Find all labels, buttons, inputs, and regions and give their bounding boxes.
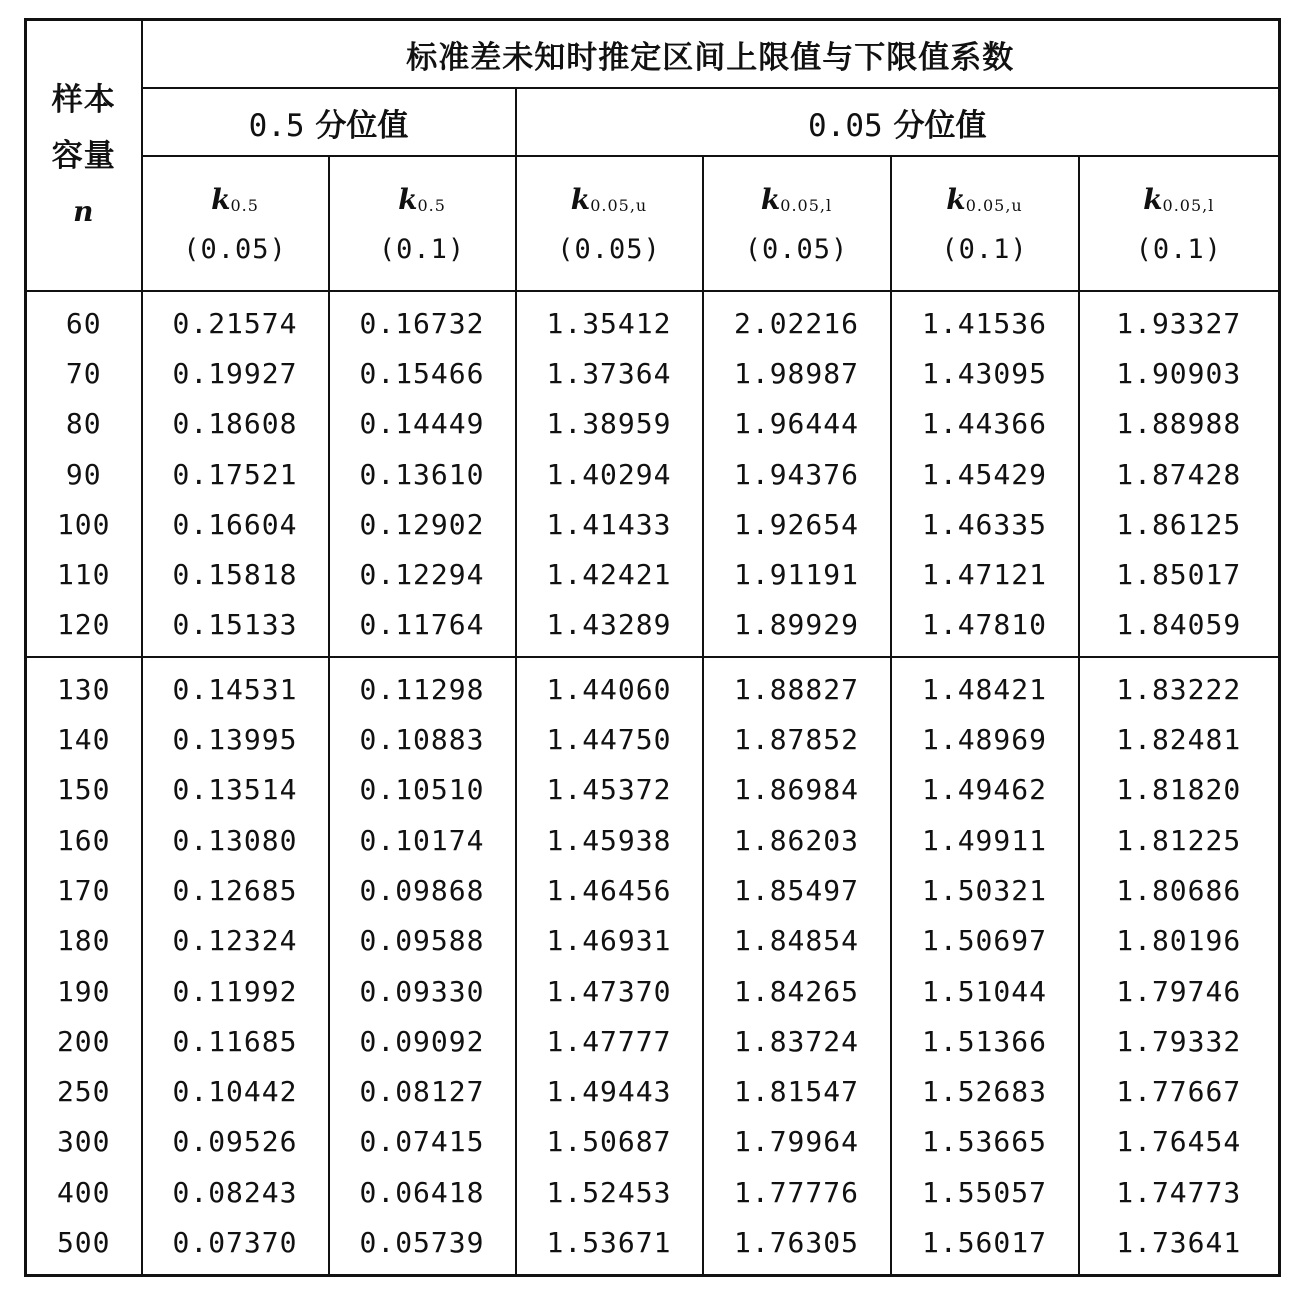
group1-num: 0.5 (248, 107, 305, 144)
coef-value-cell: 1.43289 (516, 600, 703, 657)
sample-size-cell: 180 (26, 916, 142, 966)
coef-value-cell: 1.79746 (1079, 966, 1280, 1016)
sample-size-cell: 500 (26, 1217, 142, 1275)
coef-value-cell: 0.11992 (142, 966, 329, 1016)
coef-value-cell: 1.88988 (1079, 399, 1280, 449)
corner-label-line2: 容量 (51, 137, 116, 174)
sample-size-cell: 100 (26, 499, 142, 549)
coef-value-cell: 1.38959 (516, 399, 703, 449)
table-row (26, 291, 1280, 348)
coef-value-cell: 1.76305 (703, 1217, 891, 1275)
sample-size-cell: 90 (26, 449, 142, 499)
coef-symbol: $k_{0.05,u}$ (570, 182, 648, 216)
coef-param: (0.05) (183, 233, 287, 265)
table-title: 标准差未知时推定区间上限值与下限值系数 (142, 20, 1280, 89)
coef-param: (0.1) (941, 233, 1028, 265)
group2-num: 0.05 (808, 107, 883, 144)
sample-size-cell: 150 (26, 765, 142, 815)
sample-size-cell: 200 (26, 1016, 142, 1066)
coef-symbol: $k_{0.5}$ (211, 182, 259, 216)
table-row (26, 865, 1280, 915)
table-row (26, 449, 1280, 499)
coef-value-cell: 1.93327 (1079, 291, 1280, 348)
coef-value-cell: 1.73641 (1079, 1217, 1280, 1275)
sample-size-cell: 80 (26, 399, 142, 449)
coef-value-cell: 0.15133 (142, 600, 329, 657)
coef-value-cell: 1.94376 (703, 449, 891, 499)
coef-value-cell: 0.05739 (329, 1217, 516, 1275)
coef-value-cell: 0.13514 (142, 765, 329, 815)
coef-value-cell: 1.46456 (516, 865, 703, 915)
table-row (26, 657, 1280, 714)
coef-value-cell: 0.13995 (142, 714, 329, 764)
coef-value-cell: 0.13080 (142, 815, 329, 865)
coef-param: (0.05) (744, 233, 849, 265)
coef-value-cell: 1.86125 (1079, 499, 1280, 549)
coef-value-cell: 1.51366 (891, 1016, 1079, 1066)
coef-value-cell: 1.43095 (891, 348, 1079, 398)
coef-value-cell: 1.81547 (703, 1066, 891, 1116)
coef-value-cell: 1.45938 (516, 815, 703, 865)
coef-value-cell: 1.80196 (1079, 916, 1280, 966)
coef-value-cell: 0.14449 (329, 399, 516, 449)
coef-value-cell: 1.86984 (703, 765, 891, 815)
coef-value-cell: 1.74773 (1079, 1167, 1280, 1217)
coef-value-cell: 0.21574 (142, 291, 329, 348)
coef-value-cell: 1.47810 (891, 600, 1079, 657)
coef-value-cell: 0.18608 (142, 399, 329, 449)
coef-value-cell: 1.44060 (516, 657, 703, 714)
coef-value-cell: 1.49443 (516, 1066, 703, 1116)
coef-value-cell: 1.40294 (516, 449, 703, 499)
coef-value-cell: 1.44750 (516, 714, 703, 764)
coef-value-cell: 1.87428 (1079, 449, 1280, 499)
coef-value-cell: 1.84854 (703, 916, 891, 966)
coef-value-cell: 1.82481 (1079, 714, 1280, 764)
coef-symbol: $k_{0.05,u}$ (946, 182, 1023, 216)
table-row (26, 1217, 1280, 1275)
coef-value-cell: 1.85017 (1079, 549, 1280, 599)
coef-value-cell: 1.47370 (516, 966, 703, 1016)
coef-value-cell: 1.50321 (891, 865, 1079, 915)
coef-value-cell: 1.49911 (891, 815, 1079, 865)
coef-value-cell: 0.10510 (329, 765, 516, 815)
table-header (26, 20, 1280, 292)
coef-value-cell: 1.77667 (1079, 1066, 1280, 1116)
coef-value-cell: 1.46931 (516, 916, 703, 966)
coef-value-cell: 1.55057 (891, 1167, 1079, 1217)
table-row (26, 1016, 1280, 1066)
coef-value-cell: 1.83222 (1079, 657, 1280, 714)
sample-size-cell: 140 (26, 714, 142, 764)
coef-value-cell: 1.77776 (703, 1167, 891, 1217)
coef-value-cell: 0.12902 (329, 499, 516, 549)
coef-value-cell: 1.48969 (891, 714, 1079, 764)
coef-value-cell: 1.41536 (891, 291, 1079, 348)
coefficient-table (24, 18, 1281, 1277)
sample-size-cell: 160 (26, 815, 142, 865)
coef-value-cell: 1.35412 (516, 291, 703, 348)
sample-size-cell: 300 (26, 1117, 142, 1167)
coef-value-cell: 0.12324 (142, 916, 329, 966)
coef-param: (0.1) (378, 233, 466, 265)
sample-size-cell: 170 (26, 865, 142, 915)
coef-value-cell: 0.17521 (142, 449, 329, 499)
coef-value-cell: 1.79964 (703, 1117, 891, 1167)
sample-size-cell: 190 (26, 966, 142, 1016)
table-row (26, 966, 1280, 1016)
coef-value-cell: 0.09330 (329, 966, 516, 1016)
table-row (26, 815, 1280, 865)
sample-size-cell: 70 (26, 348, 142, 398)
sample-size-cell: 110 (26, 549, 142, 599)
coef-header-2 (516, 156, 703, 291)
table-body-group-b (26, 657, 1280, 1275)
coef-value-cell: 0.07370 (142, 1217, 329, 1275)
corner-label-line1: 样本 (51, 81, 116, 118)
coef-value-cell: 1.81225 (1079, 815, 1280, 865)
coef-symbol: $k_{0.05,l}$ (1143, 182, 1215, 216)
coef-value-cell: 0.09092 (329, 1016, 516, 1066)
coef-value-cell: 0.07415 (329, 1117, 516, 1167)
coef-value-cell: 0.11764 (329, 600, 516, 657)
coef-value-cell: 1.84059 (1079, 600, 1280, 657)
coef-value-cell: 1.86203 (703, 815, 891, 865)
group2-label: 分位值 (893, 107, 987, 144)
coef-value-cell: 0.10442 (142, 1066, 329, 1116)
coef-value-cell: 1.92654 (703, 499, 891, 549)
coef-value-cell: 1.89929 (703, 600, 891, 657)
coef-header-3 (703, 156, 891, 291)
sample-size-cell: 60 (26, 291, 142, 348)
table-row (26, 765, 1280, 815)
coef-param: (0.05) (557, 233, 661, 265)
coef-value-cell: 0.11685 (142, 1016, 329, 1066)
coef-value-cell: 1.91191 (703, 549, 891, 599)
sample-size-cell: 400 (26, 1167, 142, 1217)
sample-size-cell: 130 (26, 657, 142, 714)
coef-value-cell: 1.53671 (516, 1217, 703, 1275)
coef-value-cell: 1.90903 (1079, 348, 1280, 398)
coef-value-cell: 1.52683 (891, 1066, 1079, 1116)
table-row (26, 348, 1280, 398)
coef-value-cell: 1.45429 (891, 449, 1079, 499)
coef-value-cell: 0.08127 (329, 1066, 516, 1116)
corner-label-var: n (73, 194, 95, 228)
coef-value-cell: 1.50687 (516, 1117, 703, 1167)
coef-value-cell: 0.09868 (329, 865, 516, 915)
table-row (26, 499, 1280, 549)
coef-value-cell: 1.96444 (703, 399, 891, 449)
coef-header-0 (142, 156, 329, 291)
coef-header-4 (891, 156, 1079, 291)
coef-symbol: $k_{0.05,l}$ (760, 182, 833, 216)
coef-value-cell: 0.14531 (142, 657, 329, 714)
coef-value-cell: 1.83724 (703, 1016, 891, 1066)
coef-value-cell: 1.88827 (703, 657, 891, 714)
coef-value-cell: 1.84265 (703, 966, 891, 1016)
coef-value-cell: 1.44366 (891, 399, 1079, 449)
coef-value-cell: 1.79332 (1079, 1016, 1280, 1066)
coef-value-cell: 0.16732 (329, 291, 516, 348)
coef-value-cell: 1.45372 (516, 765, 703, 815)
coef-value-cell: 0.12685 (142, 865, 329, 915)
coef-value-cell: 1.76454 (1079, 1117, 1280, 1167)
coef-value-cell: 1.48421 (891, 657, 1079, 714)
coef-value-cell: 1.49462 (891, 765, 1079, 815)
coef-value-cell: 0.15466 (329, 348, 516, 398)
coef-value-cell: 0.16604 (142, 499, 329, 549)
sample-size-cell: 120 (26, 600, 142, 657)
sample-size-header (26, 20, 142, 292)
coef-header-5 (1079, 156, 1280, 291)
coef-value-cell: 1.47777 (516, 1016, 703, 1066)
table-row (26, 399, 1280, 449)
coef-value-cell: 1.47121 (891, 549, 1079, 599)
coef-symbol: $k_{0.5}$ (398, 182, 446, 216)
coef-value-cell: 0.08243 (142, 1167, 329, 1217)
coef-value-cell: 0.06418 (329, 1167, 516, 1217)
coef-value-cell: 0.10174 (329, 815, 516, 865)
coef-value-cell: 1.41433 (516, 499, 703, 549)
coef-value-cell: 1.50697 (891, 916, 1079, 966)
coef-value-cell: 1.98987 (703, 348, 891, 398)
coef-value-cell: 1.52453 (516, 1167, 703, 1217)
table-body-group-a (26, 291, 1280, 657)
table-row (26, 916, 1280, 966)
coef-value-cell: 0.09588 (329, 916, 516, 966)
coef-value-cell: 0.15818 (142, 549, 329, 599)
table-row (26, 600, 1280, 657)
group-header-0-5 (142, 88, 516, 156)
coef-value-cell: 0.11298 (329, 657, 516, 714)
coef-value-cell: 1.87852 (703, 714, 891, 764)
coef-value-cell: 1.42421 (516, 549, 703, 599)
coef-value-cell: 1.81820 (1079, 765, 1280, 815)
table-row (26, 1117, 1280, 1167)
group1-label: 分位值 (315, 107, 409, 144)
coef-value-cell: 1.37364 (516, 348, 703, 398)
coef-value-cell: 1.56017 (891, 1217, 1079, 1275)
coef-value-cell: 0.19927 (142, 348, 329, 398)
sample-size-cell: 250 (26, 1066, 142, 1116)
coef-header-1 (329, 156, 516, 291)
coef-value-cell: 0.13610 (329, 449, 516, 499)
group-header-0-05 (516, 88, 1280, 156)
coef-value-cell: 1.85497 (703, 865, 891, 915)
coef-value-cell: 0.09526 (142, 1117, 329, 1167)
table-row (26, 1167, 1280, 1217)
table-row (26, 549, 1280, 599)
coef-value-cell: 0.10883 (329, 714, 516, 764)
coef-param: (0.1) (1135, 233, 1222, 265)
coef-value-cell: 0.12294 (329, 549, 516, 599)
coef-value-cell: 1.46335 (891, 499, 1079, 549)
table-row (26, 1066, 1280, 1116)
coef-value-cell: 1.51044 (891, 966, 1079, 1016)
coef-value-cell: 1.80686 (1079, 865, 1280, 915)
coef-value-cell: 2.02216 (703, 291, 891, 348)
table-row (26, 714, 1280, 764)
coef-value-cell: 1.53665 (891, 1117, 1079, 1167)
